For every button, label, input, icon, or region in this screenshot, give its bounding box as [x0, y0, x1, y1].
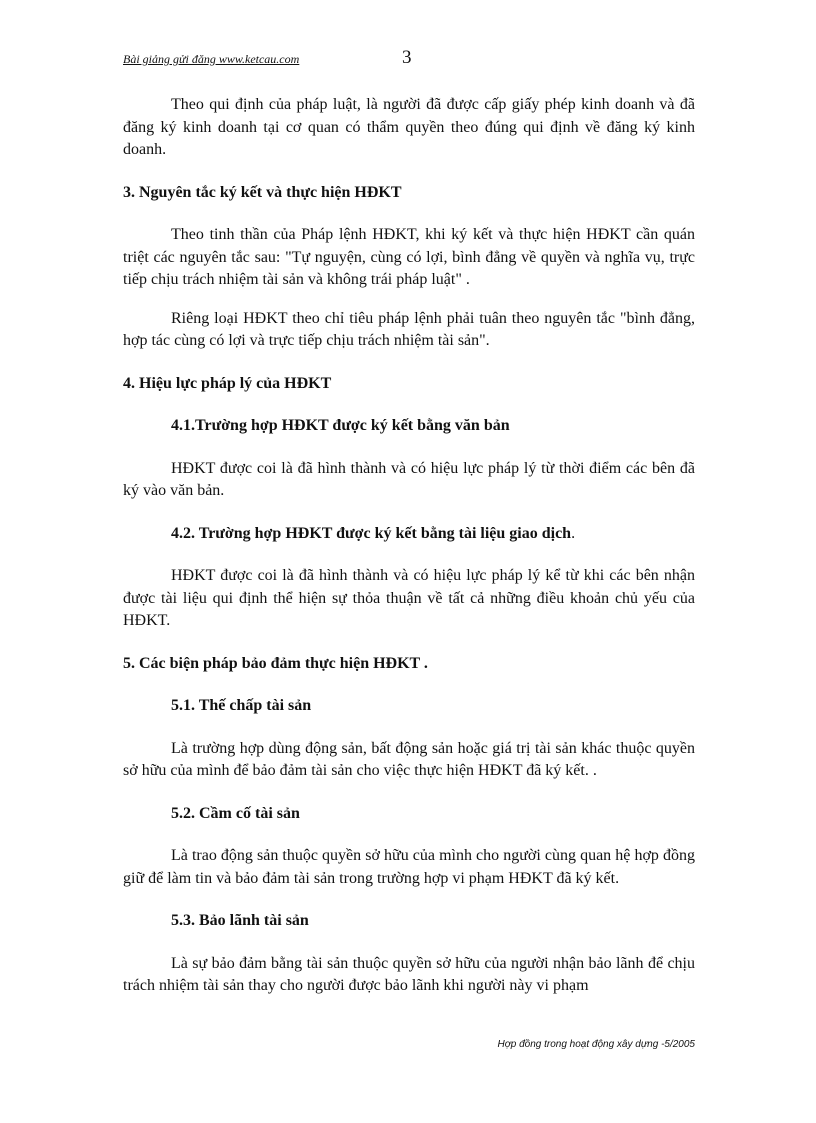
paragraph-3-1: Theo tinh thần của Pháp lệnh HĐKT, khi ký kết và thực hiện HĐKT cần quán triệt các nguyên tắc sau: "Tự nguyện, cùng có lợi, bình đẳng về quyền và nghĩa vụ, trực tiếp chịu trách nhiệm tài sản và không trái pháp luật" .: [123, 226, 695, 288]
paragraph-4-2: HĐKT được coi là đã hình thành và có hiệu lực pháp lý kể từ khi các bên nhận được tài liệu qui định thể hiện sự thỏa thuận về tất cả những điều khoản chủ yếu của HĐKT.: [123, 567, 695, 629]
heading-section-5-2: 5.2. Cầm cố tài sản: [171, 804, 300, 822]
header-source-link: Bài giảng gửi đăng www.ketcau.com: [123, 52, 300, 66]
heading-section-5-3: 5.3. Bảo lãnh tài sản: [171, 912, 309, 929]
heading-section-4: 4. Hiệu lực pháp lý của HĐKT: [123, 374, 332, 392]
paragraph-intro: Theo qui định của pháp luật, là người đã được cấp giấy phép kinh doanh và đã đăng ký kinh doanh tại cơ quan có thẩm quyền theo đúng qui định về đăng ký kinh doanh.: [123, 96, 695, 158]
paragraph-5-1: Là trường hợp dùng động sản, bất động sản hoặc giá trị tài sản khác thuộc quyền sở hữu của mình để bảo đảm tài sản cho việc thực hiện HĐKT đã ký kết. .: [123, 739, 695, 779]
heading-section-3: 3. Nguyên tắc ký kết và thực hiện HĐKT: [123, 183, 402, 201]
heading-section-5: 5. Các biện pháp bảo đảm thực hiện HĐKT .: [123, 654, 428, 672]
heading-section-4-2-text: 4.2. Trường hợp HĐKT được ký kết bằng tài liệu giao dịch: [171, 524, 572, 542]
paragraph-5-3: Là sự bảo đảm bằng tài sản thuộc quyền sở hữu của người nhận bảo lãnh để chịu trách nhiệm tài sản thay cho người được bảo lãnh khi người này vi phạm: [123, 954, 695, 994]
heading-section-5-1: 5.1. Thế chấp tài sản: [171, 697, 312, 714]
document-body: [123, 94, 695, 998]
paragraph-5-2: Là trao động sản thuộc quyền sở hữu của mình cho người cùng quan hệ hợp đồng giữ để làm tin và bảo đảm tài sản trong trường hợp vi phạm HĐKT đã ký kết.: [123, 847, 695, 887]
paragraph-4-1: HĐKT được coi là đã hình thành và có hiệu lực pháp lý từ thời điểm các bên đã ký vào văn bản.: [123, 459, 695, 499]
heading-section-4-2-dot: .: [571, 524, 576, 542]
heading-section-4-2: [123, 523, 695, 546]
page-number: 3: [402, 47, 412, 68]
heading-section-4-1: 4.1.Trường hợp HĐKT được ký kết bằng văn bản: [171, 417, 510, 434]
footer-note: Hợp đồng trong hoạt động xây dựng -5/2005: [497, 1039, 695, 1050]
paragraph-3-2: Riêng loại HĐKT theo chỉ tiêu pháp lệnh phải tuân theo nguyên tắc "bình đẳng, hợp tác cùng có lợi và trực tiếp chịu trách nhiệm tài sản".: [123, 309, 695, 349]
